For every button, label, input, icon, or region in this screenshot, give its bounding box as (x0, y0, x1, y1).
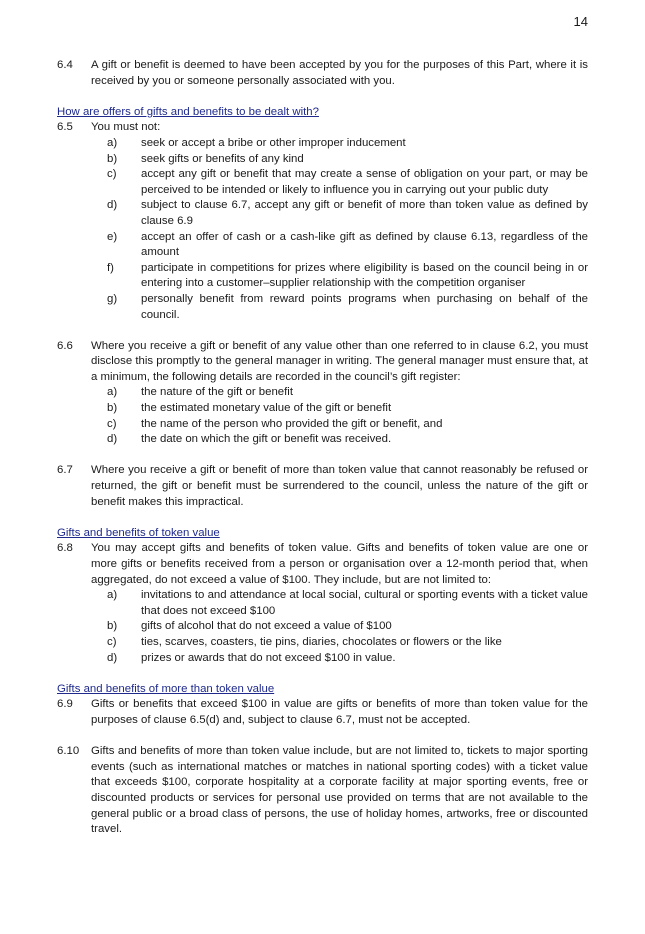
list-item (107, 385, 588, 401)
list-item (107, 167, 588, 198)
item-text: personally benefit from reward points programs when purchasing on behalf of the council. (141, 292, 588, 321)
list-item (107, 619, 588, 635)
document-body (57, 58, 588, 838)
clause-6-10 (57, 744, 588, 838)
item-text: prizes or awards that do not exceed $100 in value. (141, 651, 396, 664)
clause-text: You must not: (91, 121, 161, 134)
clause-6-8 (57, 541, 588, 588)
list-item (107, 230, 588, 261)
list-item (107, 651, 588, 667)
clause-text: Where you receive a gift or benefit of any value other than one referred to in clause 6.2, you must disclose this promptly to the general manager in writing. The general manager must ensure that, at a minimum, the following details are recorded in the council’s gift register: (91, 339, 588, 383)
list-item (107, 198, 588, 229)
clause-number: 6.4 (57, 59, 73, 71)
item-letter: b) (107, 620, 118, 633)
item-letter: d) (107, 433, 118, 446)
section-heading-token-value: Gifts and benefits of token value (57, 526, 220, 539)
clause-number: 6.9 (57, 698, 73, 711)
clause-number: 6.8 (57, 542, 73, 555)
clause-6-6-list (57, 385, 588, 447)
clause-text: Gifts or benefits that exceed $100 in value are gifts or benefits of more than token value for the purposes of clause 6.5(d) and, subject to clause 6.7, must not be accepted. (91, 698, 588, 726)
item-letter: a) (107, 589, 118, 602)
list-item (107, 292, 588, 323)
item-text: the name of the person who provided the gift or benefit, and (141, 417, 443, 430)
item-text: gifts of alcohol that do not exceed a value of $100 (141, 620, 392, 633)
clause-6-4 (57, 58, 588, 89)
item-text: the date on which the gift or benefit was received. (141, 433, 392, 446)
item-letter: b) (107, 402, 118, 415)
item-letter: d) (107, 651, 118, 664)
spacer (57, 729, 588, 745)
clause-text: You may accept gifts and benefits of token value. Gifts and benefits of token value are one or more gifts or benefits received from a person or organisation over a 12-month period that, when aggregated, do not exceed a value of $100. They include, but are not limited to: (91, 542, 588, 586)
item-letter: a) (107, 136, 118, 149)
list-item (107, 136, 588, 152)
clause-6-7 (57, 463, 588, 510)
item-text: subject to clause 6.7, accept any gift or benefit of more than token value as defined by clause 6.9 (141, 199, 588, 227)
item-letter: b) (107, 152, 118, 165)
clause-text: A gift or benefit is deemed to have been accepted by you for the purposes of this Part, where it is received by you or someone personally associated with you. (91, 59, 588, 87)
list-item (107, 261, 588, 292)
item-text: seek gifts or benefits of any kind (141, 152, 304, 165)
item-letter: a) (107, 386, 118, 399)
item-letter: f) (107, 261, 114, 274)
clause-6-5-list (57, 136, 588, 323)
item-letter: e) (107, 230, 118, 243)
list-item (107, 417, 588, 433)
spacer (57, 448, 588, 464)
item-text: accept any gift or benefit that may create a sense of obligation on your part, or may be perceived to be intended or likely to influence you in carrying out your public duty (141, 168, 588, 196)
clause-6-5 (57, 120, 588, 136)
clause-text: Where you receive a gift or benefit of more than token value that cannot reasonably be refused or returned, the gift or benefit must be surrendered to the council, unless the nature of the gift or benefit makes this impractical. (91, 464, 588, 508)
clause-number: 6.5 (57, 121, 73, 134)
page-number: 14 (573, 14, 588, 29)
item-text: seek or accept a bribe or other improper inducement (141, 136, 406, 149)
item-text: the nature of the gift or benefit (141, 386, 293, 399)
section-heading-offers: How are offers of gifts and benefits to be dealt with? (57, 105, 319, 118)
item-text: invitations to and attendance at local social, cultural or sporting events with a ticket value that does not exceed $100 (141, 589, 588, 617)
clause-6-9 (57, 697, 588, 728)
item-letter: c) (107, 417, 117, 430)
item-letter: g) (107, 292, 118, 305)
item-text: accept an offer of cash or a cash-like gift as defined by clause 6.13, regardless of the amount (141, 230, 588, 259)
clause-number: 6.6 (57, 339, 73, 352)
item-text: the estimated monetary value of the gift or benefit (141, 402, 392, 415)
clause-number: 6.7 (57, 464, 73, 477)
clause-6-8-list (57, 588, 588, 666)
spacer (57, 323, 588, 339)
item-letter: d) (107, 199, 118, 212)
item-text: ties, scarves, coasters, tie pins, diaries, chocolates or flowers or the like (141, 635, 502, 648)
list-item (107, 152, 588, 168)
list-item (107, 588, 588, 619)
item-letter: c) (107, 168, 117, 181)
list-item (107, 401, 588, 417)
clause-text: Gifts and benefits of more than token value include, but are not limited to, tickets to major sporting events (such as international matches or matches in national sporting codes) with a ticket value that exceeds $100, corporate hospitality at a corporate facility at major sporting events, free or discounted products or services for personal use provided on terms that are not available to the general public or a broad class of persons, the use of holiday homes, artworks, free or discounted travel. (91, 745, 588, 836)
list-item (107, 635, 588, 651)
item-letter: c) (107, 635, 117, 648)
section-heading-more-than-token: Gifts and benefits of more than token value (57, 682, 275, 695)
clause-6-6 (57, 339, 588, 386)
clause-number: 6.10 (57, 745, 80, 758)
list-item (107, 432, 588, 448)
item-text: participate in competitions for prizes where eligibility is based on the council being in or entering into a customer–supplier relationship with the competition organiser (141, 261, 588, 290)
